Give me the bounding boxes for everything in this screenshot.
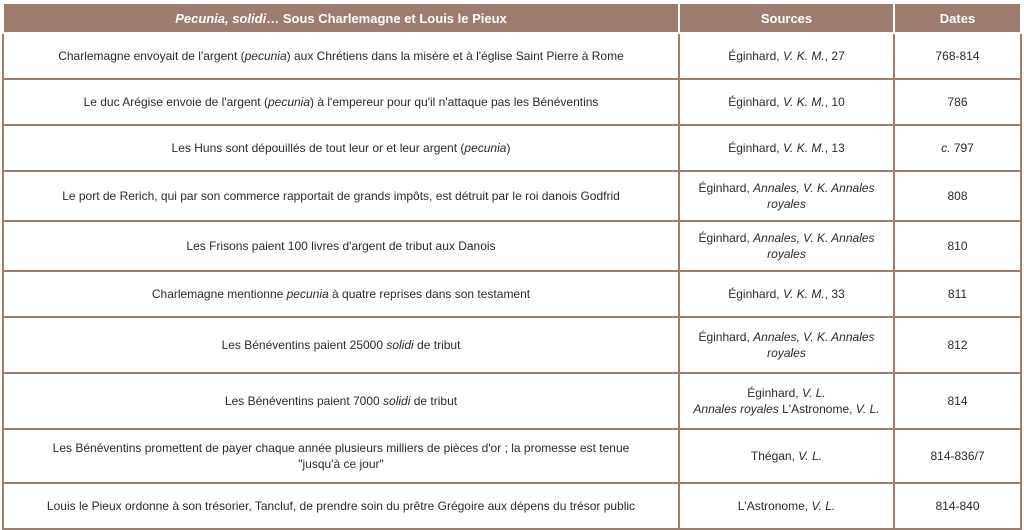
data-table — [2, 2, 1022, 530]
table-row — [3, 271, 1021, 317]
date-cell: 814-840 — [894, 483, 1021, 529]
source-cell: Éginhard, Annales, V. K. Annales royales — [679, 221, 894, 271]
event-cell: Le port de Rerich, qui par son commerce rapportait de grands impôts, est détruit par le roi danois Godfrid — [3, 171, 679, 221]
source-cell: Éginhard, Annales, V. K. Annales royales — [679, 171, 894, 221]
event-cell: Les Frisons paient 100 livres d'argent de tribut aux Danois — [3, 221, 679, 271]
source-cell: Éginhard, V. K. M., 13 — [679, 125, 894, 171]
date-cell: 812 — [894, 317, 1021, 373]
date-cell: 810 — [894, 221, 1021, 271]
source-cell: Éginhard, V. K. M., 33 — [679, 271, 894, 317]
date-cell: 814 — [894, 373, 1021, 429]
table-row — [3, 79, 1021, 125]
table-row — [3, 33, 1021, 79]
event-cell: Louis le Pieux ordonne à son trésorier, Tancluf, de prendre soin du prêtre Grégoire aux dépens du trésor public — [3, 483, 679, 529]
date-cell: 768-814 — [894, 33, 1021, 79]
date-cell: 808 — [894, 171, 1021, 221]
source-cell: Éginhard, V. K. M., 10 — [679, 79, 894, 125]
source-cell: Éginhard, V. K. M., 27 — [679, 33, 894, 79]
source-cell: Éginhard, Annales, V. K. Annales royales — [679, 317, 894, 373]
table-row — [3, 429, 1021, 483]
event-cell: Les Huns sont dépouillés de tout leur or et leur argent (pecunia) — [3, 125, 679, 171]
header-sources: Sources — [679, 3, 894, 33]
table-row — [3, 373, 1021, 429]
event-cell: Les Bénéventins promettent de payer chaque année plusieurs milliers de pièces d'or ; la promesse est tenue "jusqu'à ce jour" — [3, 429, 679, 483]
header-event: Pecunia, solidi… Sous Charlemagne et Louis le Pieux — [3, 3, 679, 33]
header-dates: Dates — [894, 3, 1021, 33]
table-row — [3, 317, 1021, 373]
source-cell: Thégan, V. L. — [679, 429, 894, 483]
event-cell: Les Bénéventins paient 25000 solidi de tribut — [3, 317, 679, 373]
table-row — [3, 171, 1021, 221]
source-cell: L'Astronome, V. L. — [679, 483, 894, 529]
table-row — [3, 221, 1021, 271]
event-cell: Charlemagne mentionne pecunia à quatre reprises dans son testament — [3, 271, 679, 317]
table-row — [3, 125, 1021, 171]
header-row — [3, 3, 1021, 33]
event-cell: Charlemagne envoyait de l'argent (pecunia) aux Chrétiens dans la misère et à l'église Saint Pierre à Rome — [3, 33, 679, 79]
table-row — [3, 483, 1021, 529]
date-cell: 814-836/7 — [894, 429, 1021, 483]
event-cell: Les Bénéventins paient 7000 solidi de tribut — [3, 373, 679, 429]
date-cell: 786 — [894, 79, 1021, 125]
date-cell: c. 797 — [894, 125, 1021, 171]
event-cell: Le duc Arégise envoie de l'argent (pecunia) à l'empereur pour qu'il n'attaque pas les Bénéventins — [3, 79, 679, 125]
date-cell: 811 — [894, 271, 1021, 317]
source-cell: Éginhard, V. L. Annales royales L'Astronome, V. L. — [679, 373, 894, 429]
